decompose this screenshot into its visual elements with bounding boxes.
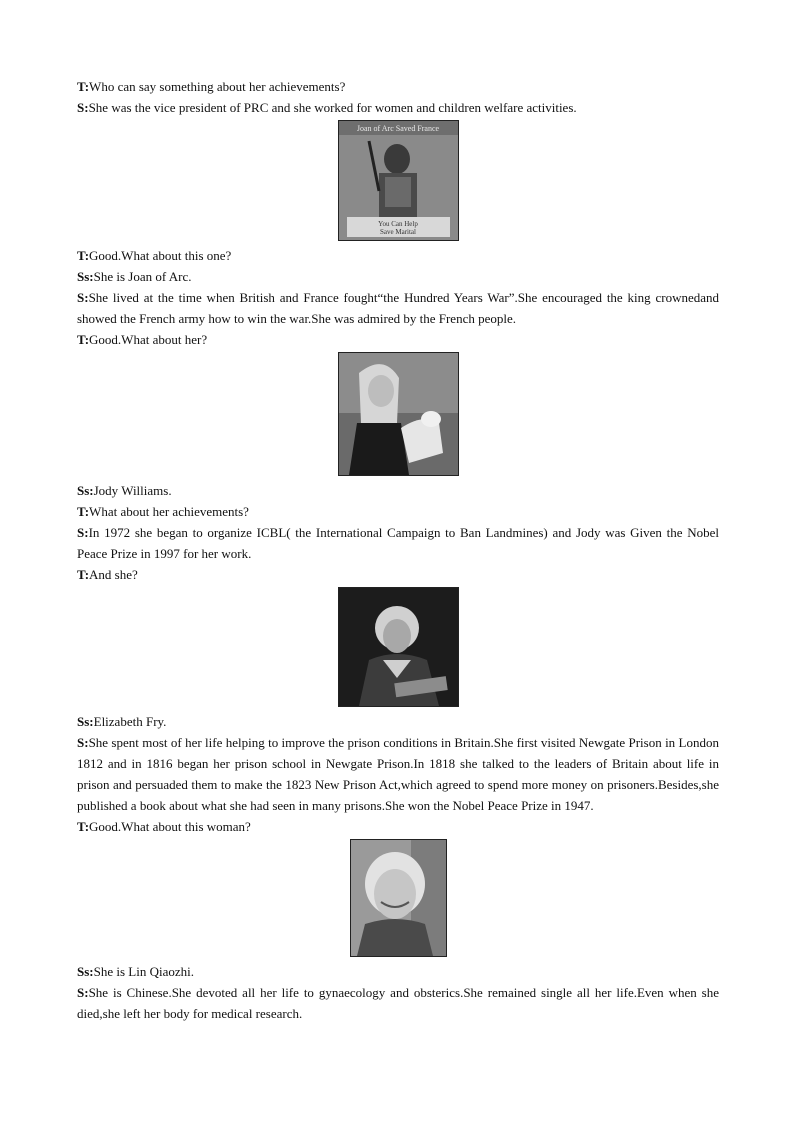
jody-williams-photo: [338, 352, 459, 476]
speaker-label: S:: [77, 100, 89, 115]
line-text: And she?: [89, 567, 138, 582]
speaker-label: S:: [77, 735, 89, 750]
dialogue-line: [77, 480, 719, 501]
line-text: In 1972 she began to organize ICBL( the International Campaign to Ban Landmines) and Jody was Given the Nobel Peace Prize in 1997 for her work.: [77, 525, 719, 561]
line-text: She is Joan of Arc.: [93, 269, 192, 284]
joan-of-arc-poster-image: [338, 120, 459, 241]
dialogue-line: [77, 816, 719, 837]
line-text: Who can say something about her achievements?: [89, 79, 346, 94]
dialogue-line: [77, 501, 719, 522]
speaker-label: T:: [77, 819, 90, 834]
line-text: What about her achievements?: [89, 504, 249, 519]
speaker-label: T:: [77, 567, 90, 582]
dialogue-line: [77, 711, 719, 732]
speaker-label: T:: [77, 248, 90, 263]
speaker-label: Ss:: [77, 269, 94, 284]
line-text: She is Chinese.She devoted all her life to gynaecology and obsterics.She remained single all her life.Even when she died,she left her body for medical research.: [77, 985, 719, 1021]
figure-joan-of-arc: [77, 120, 719, 241]
speaker-label: S:: [77, 985, 89, 1000]
figure-elizabeth-fry: [77, 587, 719, 707]
document-page: [77, 76, 719, 1024]
speaker-label: S:: [77, 525, 89, 540]
poster-bottom-text-1: You Can Help: [377, 220, 418, 228]
dialogue-line: [77, 97, 719, 118]
dialogue-line: [77, 961, 719, 982]
dialogue-line: [77, 245, 719, 266]
line-text: Good.What about her?: [89, 332, 208, 347]
figure-lin-qiaozhi: [77, 839, 719, 957]
figure-jody-williams: [77, 352, 719, 476]
dialogue-line: [77, 76, 719, 97]
dialogue-line: [77, 732, 719, 816]
speaker-label: T:: [77, 79, 90, 94]
speaker-label: Ss:: [77, 964, 94, 979]
line-text: She spent most of her life helping to improve the prison conditions in Britain.She first visited Newgate Prison in London 1812 and in 1816 began her prison school in Newgate Prison.In 1818 she talked to the leaders of Britain about life in prison and persuaded them to make the 1823 New Prison Act,which agreed to spend more money on prisoners.Besides,she published a book about what she had seen in many prisons.She won the Nobel Peace Prize in 1947.: [77, 735, 719, 813]
dialogue-line: [77, 982, 719, 1024]
elizabeth-fry-portrait: [338, 587, 459, 707]
dialogue-line: [77, 287, 719, 329]
dialogue-line: [77, 522, 719, 564]
lin-qiaozhi-photo: [350, 839, 447, 957]
speaker-label: Ss:: [77, 483, 94, 498]
line-text: She is Lin Qiaozhi.: [93, 964, 195, 979]
line-text: She was the vice president of PRC and she worked for women and children welfare activities.: [88, 100, 577, 115]
dialogue-line: [77, 266, 719, 287]
speaker-label: T:: [77, 504, 90, 519]
line-text: She lived at the time when British and France fought“the Hundred Years War”.She encouraged the king crownedand showed the French army how to win the war.She was admired by the French people.: [77, 290, 719, 326]
line-text: Elizabeth Fry.: [93, 714, 167, 729]
poster-bottom-text-2: Save Marital: [379, 228, 416, 236]
dialogue-line: [77, 564, 719, 585]
line-text: Jody Williams.: [93, 483, 172, 498]
poster-top-text: Joan of Arc Saved France: [356, 124, 439, 133]
speaker-label: S:: [77, 290, 89, 305]
speaker-label: T:: [77, 332, 90, 347]
line-text: Good.What about this one?: [89, 248, 232, 263]
dialogue-line: [77, 329, 719, 350]
speaker-label: Ss:: [77, 714, 94, 729]
line-text: Good.What about this woman?: [89, 819, 251, 834]
